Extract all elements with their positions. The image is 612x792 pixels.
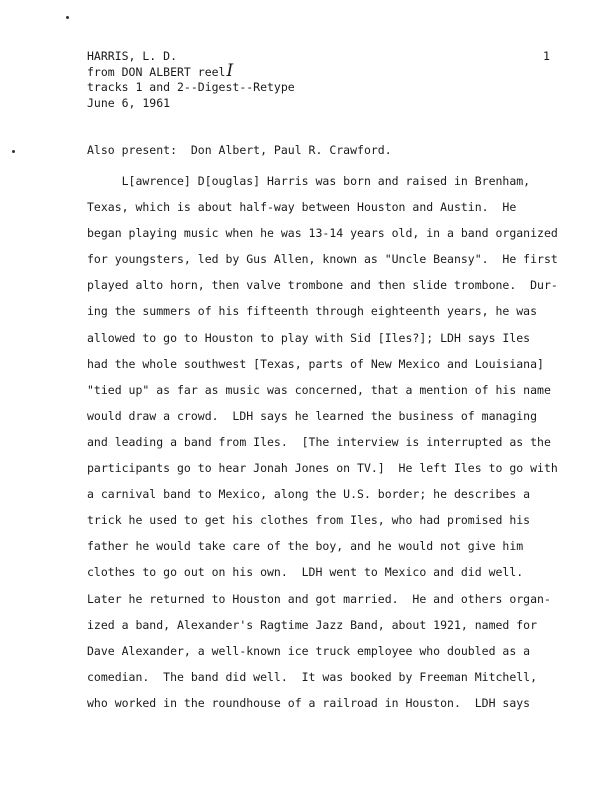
- body-line: father he would take care of the boy, and he would not give him: [87, 539, 524, 554]
- body-line: and leading a band from Iles. [The interview is interrupted as the: [87, 434, 551, 449]
- also-present: Also present: Don Albert, Paul R. Crawford.: [87, 143, 392, 157]
- body-line: played alto horn, then valve trombone and then slide trombone. Dur-: [87, 278, 558, 293]
- body-line: began playing music when he was 13-14 years old, in a band organized: [87, 226, 558, 241]
- body-line: Texas, which is about half-way between Houston and Austin. He: [87, 200, 517, 215]
- body-line: ized a band, Alexander's Ragtime Jazz Band, about 1921, named for: [87, 617, 538, 632]
- body-line: participants go to hear Jonah Jones on TV.] He left Iles to go with: [87, 461, 558, 476]
- handwritten-reel-number: I: [226, 60, 234, 81]
- body-line: Dave Alexander, a well-known ice truck employee who doubled as a: [87, 643, 531, 658]
- page-number: 1: [543, 49, 550, 63]
- document-header: [87, 49, 295, 111]
- header-name: HARRIS, L. D.: [87, 49, 178, 63]
- scan-speck: [66, 16, 69, 19]
- body-line: for youngsters, led by Gus Allen, known as "Uncle Beansy". He first: [87, 252, 558, 267]
- body-line: had the whole southwest [Texas, parts of New Mexico and Louisiana]: [87, 356, 544, 371]
- body-line: L[awrence] D[ouglas] Harris was born and raised in Brenham,: [87, 174, 531, 188]
- body-line: "tied up" as far as music was concerned, that a mention of his name: [87, 382, 551, 397]
- body-line: a carnival band to Mexico, along the U.S. border; he describes a: [87, 487, 531, 502]
- header-source-text: from DON ALBERT reel: [87, 64, 226, 79]
- body-line: trick he used to get his clothes from Iles, who had promised his: [87, 513, 531, 528]
- body-line: comedian. The band did well. It was booked by Freeman Mitchell,: [87, 669, 538, 684]
- header-tracks: tracks 1 and 2--Digest--Retype: [87, 80, 295, 94]
- body-line: would draw a crowd. LDH says he learned the business of managing: [87, 408, 538, 423]
- body-line: Later he returned to Houston and got married. He and others organ-: [87, 591, 551, 606]
- header-date: June 6, 1961: [87, 95, 171, 110]
- body-line: ing the summers of his fifteenth through eighteenth years, he was: [87, 304, 538, 319]
- body-line: who worked in the roundhouse of a railroad in Houston. LDH says: [87, 695, 531, 710]
- body-line: allowed to go to Houston to play with Sid [Iles?]; LDH says Iles: [87, 330, 531, 345]
- body-text: [87, 173, 587, 721]
- body-line: clothes to go out on his own. LDH went to Mexico and did well.: [87, 565, 524, 580]
- scan-speck: [12, 150, 15, 153]
- header-source: [87, 60, 295, 81]
